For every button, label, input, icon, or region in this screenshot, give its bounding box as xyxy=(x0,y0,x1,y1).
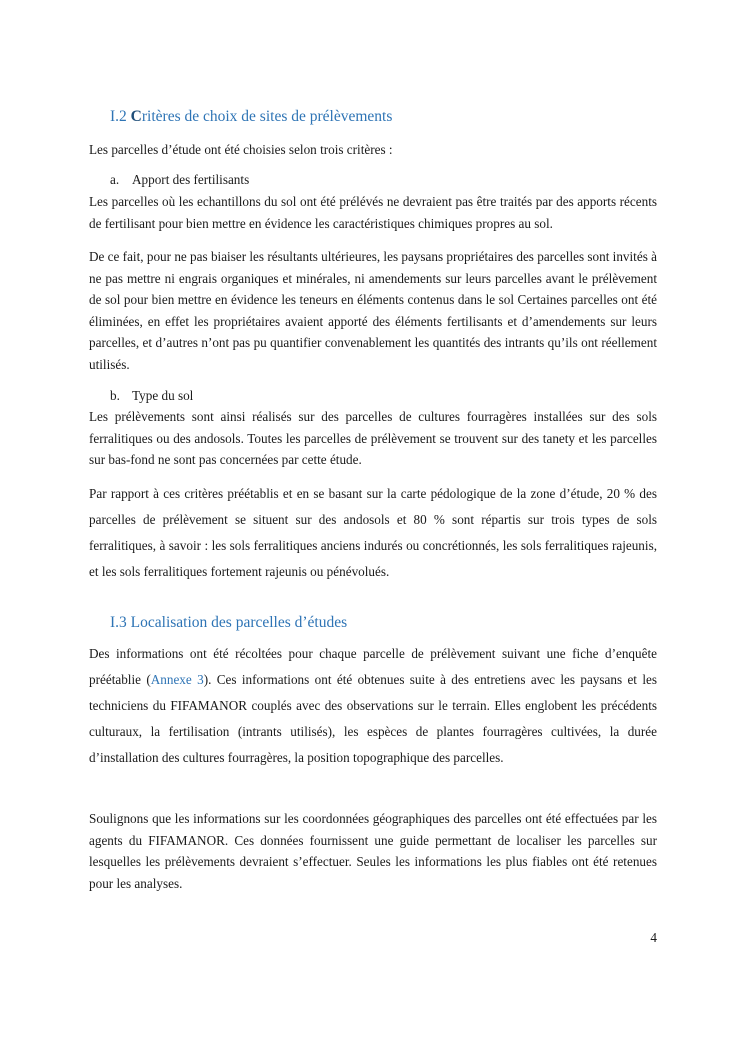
subheading-b-marker: b. xyxy=(110,388,120,403)
section-heading-1-2 xyxy=(110,108,678,126)
subheading-b-label: Type du sol xyxy=(132,388,194,403)
paragraph-localisation-1 xyxy=(89,641,657,771)
subheading-a-marker: a. xyxy=(110,172,120,187)
paragraph-type-sol-1: Les prélèvements sont ainsi réalisés sur des parcelles de cultures fourragères installées sur des sols ferralitiques ou des andosols. Toutes les parcelles de prélèvement se trouvent sur des tanety et les parcelles sur bas-fond ne sont pas concernées par cette étude. xyxy=(89,409,657,467)
subheading-a-label: Apport des fertilisants xyxy=(132,172,250,187)
heading-number: I.2 xyxy=(110,108,131,125)
subheading-a xyxy=(110,171,249,189)
heading-text: ritères de choix de sites de prélèvements xyxy=(141,108,393,125)
page-number: 4 xyxy=(650,930,657,945)
paragraph-fertilisants-2: De ce fait, pour ne pas biaiser les résultants ultérieures, les paysans propriétaires des parcelles sont invités à ne pas mettre ni engrais organiques et minérales, ni amendements sur leurs parcelles avant le prélèvement de sol pour bien mettre en évidence les teneurs en éléments contenus dans le sol Certaines parcelles ont été éliminées, en effet les propriétaires avaient apporté des éléments fertilisants et d’amendements sur leurs parcelles, et d’autres n’ont pas pu quantifier convenablement les quantités des intrants qu’ils ont réellement utilisés. xyxy=(89,249,657,372)
paragraph-localisation-2: Soulignons que les informations sur les coordonnées géographiques des parcelles ont été effectuées par les agents du FIFAMANOR. Ces données fournissent une guide permettant de localiser les parcelles sur lesquelles les prélèvements devraient s’effectuer. Seules les informations les plus fiables ont été retenues pour les analyses. xyxy=(89,811,657,891)
paragraph-localisation-1-start: Des informations ont été récoltées pour chaque parcelle de prélèvement suivant une fiche d’enquête préétablie ( xyxy=(89,646,657,687)
heading-first-letter: C xyxy=(130,108,142,125)
annexe-reference-link[interactable]: Annexe 3 xyxy=(150,672,204,687)
subheading-b xyxy=(110,387,193,405)
paragraph-localisation-1-end: ). Ces informations ont été obtenues suite à des entretiens avec les paysans et les techniciens du FIFAMANOR couplés avec des observations sur le terrain. Elles englobent les précédents culturaux, la fertilisation (intrants utilisés), les espèces de plantes fourragères cultivées, la durée d’installation des cultures fourragères, la position topographique des parcelles. xyxy=(89,672,657,765)
paragraph-type-sol-2: Par rapport à ces critères préétablis et en se basant sur la carte pédologique de la zone d’étude, 20 % des parcelles de prélèvement se situent sur des andosols et 80 % sont répartis sur trois types de sols ferralitiques, à savoir : les sols ferralitiques anciens indurés ou concrétionnés, les sols ferralitiques rajeunis, et les sols ferralitiques fortement rajeunis ou pénévolués. xyxy=(89,486,657,579)
intro-paragraph: Les parcelles d’étude ont été choisies selon trois critères : xyxy=(89,142,393,157)
section-heading-1-3: I.3 Localisation des parcelles d’études xyxy=(110,614,348,631)
paragraph-fertilisants-1: Les parcelles où les echantillons du sol ont été prélévés ne devraient pas être traités par des apports récents de fertilisant pour bien mettre en évidence les caractéristiques chimiques propres au sol. xyxy=(89,194,657,231)
